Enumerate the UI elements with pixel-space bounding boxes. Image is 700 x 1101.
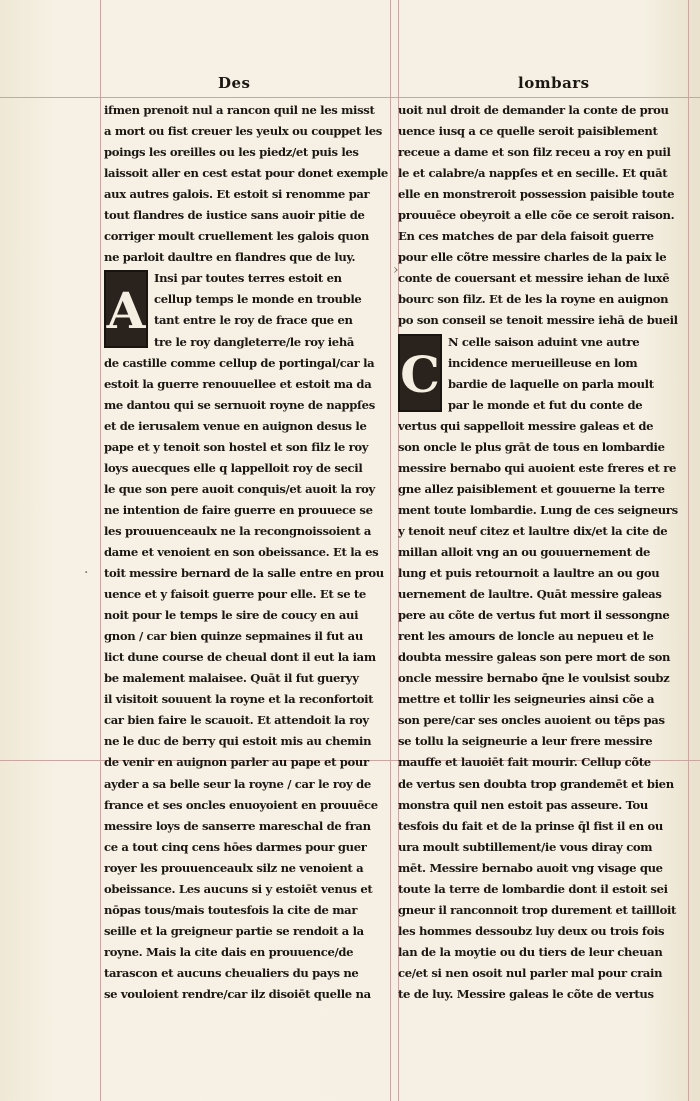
text-line: po son conseil se tenoit messire iehā de bueil <box>398 313 678 328</box>
text-line: obeissance. Les aucuns si y estoiēt venus et <box>104 881 373 896</box>
text-line: bardie de laquelle on parla moult <box>448 376 654 391</box>
text-line: pour elle cõtre messire charles de la paix le <box>398 250 667 265</box>
decorated-initial: C <box>398 334 442 412</box>
text-line: y tenoit neuf citez et laultre dix/et la cite de <box>398 523 668 538</box>
text-line: ne intention de faire guerre en prouuece se <box>104 502 373 517</box>
text-line: estoit la guerre renouuellee et estoit ma da <box>104 376 372 391</box>
text-line: uence et y faisoit guerre pour elle. Et se te <box>104 587 366 602</box>
text-line: millan alloit vng an ou gouuernement de <box>398 544 651 559</box>
text-line: incidence merueilleuse en lom <box>448 355 638 370</box>
text-line: prouuēce obeyroit a elle cõe ce seroit raison. <box>398 208 675 223</box>
text-line: te de luy. Messire galeas le cõte de vertus <box>398 986 654 1001</box>
text-line: messire bernabo qui auoient este freres et re <box>398 460 676 475</box>
text-column-right <box>398 100 686 1005</box>
text-line: rent les amours de loncle au nepueu et le <box>398 629 654 644</box>
text-line: de vertus sen doubta trop grandemēt et bien <box>398 776 674 791</box>
text-line: uence iusq a ce quelle seroit paisiblement <box>398 124 658 139</box>
text-line: Insi par toutes terres estoit en <box>154 271 342 286</box>
text-line: messire loys de sanserre mareschal de fran <box>104 818 371 833</box>
margin-mark: › <box>393 262 399 278</box>
text-line: elle en monstreroit possession paisible toute <box>398 187 675 202</box>
text-line: uoit nul droit de demander la conte de prou <box>398 103 669 117</box>
running-head-right: lombars <box>518 74 590 92</box>
text-line: les hommes dessoubz luy deux ou trois fois <box>398 923 665 938</box>
text-line: gneur il ranconnoit trop durement et taillloit <box>398 902 677 917</box>
text-line: poings les oreilles ou les piedz/et puis les <box>104 145 359 160</box>
text-line: le et calabre/a nappſes et en secille. Et quāt <box>398 166 668 181</box>
text-line: vertus qui sappelloit messire galeas et de <box>398 418 654 433</box>
margin-mark: · <box>84 565 89 581</box>
text-line: tre le roy dangleterre/le roy iehā <box>154 334 355 349</box>
text-line: gne allez paisiblement et gouuerne la terre <box>398 481 665 496</box>
text-line: a mort ou fist creuer les yeulx ou couppet les <box>104 124 382 139</box>
text-line: ce a tout cinq cens hōes darmes pour guer <box>104 839 367 854</box>
text-line: seille et la greigneur partie se rendoit a la <box>104 923 364 938</box>
text-line: tout flandres de iustice sans auoir pitie de <box>104 208 365 223</box>
margin-rule-top <box>0 97 700 98</box>
text-line: de castille comme cellup de portingal/car la <box>104 355 375 370</box>
text-line: be malement malaisee. Quāt il fut gueryy <box>104 671 359 686</box>
text-line: ne parloit daultre en flandres que de luy. <box>104 250 356 265</box>
text-line: laissoit aller en cest estat pour donet exemple <box>104 166 388 181</box>
text-line: se tollu la seigneurie a leur frere messire <box>398 734 653 749</box>
text-line: mettre et tollir les seigneuries ainsi cõe a <box>398 692 655 707</box>
text-line: car bien faire le scauoit. Et attendoit la roy <box>104 713 369 728</box>
text-line: royer les prouuenceaulx silz ne venoient a <box>104 860 364 875</box>
text-line: uernement de laultre. Quāt messire galeas <box>398 587 662 602</box>
text-line: bourc son filz. Et de les la royne en auignon <box>398 292 669 307</box>
text-line: lung et puis retournoit a laultre an ou gou <box>398 566 660 581</box>
text-line: aux autres galois. Et estoit si renomme par <box>104 187 370 202</box>
text-line: toit messire bernard de la salle entre en prou <box>104 566 384 581</box>
text-line: doubta messire galeas son pere mort de son <box>398 650 671 665</box>
text-line: dame et venoient en son obeissance. Et la es <box>104 544 379 559</box>
text-line: ce/et si nen osoit nul parler mal pour crain <box>398 965 663 980</box>
text-line: ura moult subtillement/ie vous diray com <box>398 839 653 854</box>
text-line: pape et y tenoit son hostel et son filz le roy <box>104 439 369 454</box>
text-line: lict dune course de cheual dont il eut la iam <box>104 650 376 665</box>
text-line: les prouuenceaulx ne la recongnoissoient a <box>104 523 372 538</box>
text-line: il visitoit souuent la royne et la reconfortoit <box>104 692 374 707</box>
text-line: par le monde et fut du conte de <box>448 397 643 412</box>
text-line: tant entre le roy de frace que en <box>154 313 353 328</box>
text-line: toute la terre de lombardie dont il estoit sei <box>398 881 668 896</box>
text-line: france et ses oncles enuoyoient en prouuēce <box>104 797 378 812</box>
text-line: mēt. Messire bernabo auoit vng visage que <box>398 860 663 875</box>
text-line: royne. Mais la cite dais en prouuence/de <box>104 944 354 959</box>
text-line: le que son pere auoit conquis/et auoit la roy <box>104 481 375 496</box>
text-line: son oncle le plus grāt de tous en lombardie <box>398 439 665 454</box>
text-line: ifmen prenoit nul a rancon quil ne les misst <box>104 103 375 117</box>
text-line: ayder a sa belle seur la royne / car le roy de <box>104 776 371 791</box>
text-line: corriger moult cruellement les galois quon <box>104 229 369 244</box>
text-line: monstra quil nen estoit pas asseure. Tou <box>398 797 648 812</box>
text-line: nōpas tous/mais toutesfois la cite de mar <box>104 902 358 917</box>
text-line: En ces matches de par dela faisoit guerre <box>398 229 654 244</box>
text-column-left <box>104 100 392 1005</box>
text-line: lan de la moytie ou du tiers de leur cheuan <box>398 944 663 959</box>
text-line: son pere/car ses oncles auoient ou tēps pas <box>398 713 665 728</box>
text-line: et de ierusalem venue en auignon desus le <box>104 418 367 433</box>
text-line: oncle messire bernabo q̄ne le voulsist soubz <box>398 671 670 686</box>
text-line: mauffe et lauoiēt fait mourir. Cellup cõte <box>398 755 651 770</box>
decorated-initial: A <box>104 270 148 348</box>
text-line: loys auecques elle q lappelloit roy de secil <box>104 460 363 475</box>
text-line: pere au cõte de vertus fut mort il sessongne <box>398 608 670 623</box>
text-line: noit pour le temps le sire de coucy en aui <box>104 608 359 623</box>
text-line: se vouloient rendre/car ilz disoiēt quelle na <box>104 986 371 1001</box>
text-line: N celle saison aduint vne autre <box>448 334 640 349</box>
margin-rule-left-outer <box>100 0 101 1101</box>
text-line: ne le duc de berry qui estoit mis au chemin <box>104 734 372 749</box>
text-line: receue a dame et son filz receu a roy en puil <box>398 145 671 160</box>
text-line: tarascon et aucuns cheualiers du pays ne <box>104 965 359 980</box>
text-line: de venir en auignon parler au pape et pour <box>104 755 369 770</box>
margin-rule-right-outer <box>688 0 689 1101</box>
text-line: me dantou qui se sernuoit royne de nappſes <box>104 397 375 412</box>
running-head-left: Des <box>218 74 251 92</box>
text-line: conte de couersant et messire iehan de luxē <box>398 271 670 286</box>
text-line: gnon / car bien quinze sepmaines il fut au <box>104 629 363 644</box>
text-line: cellup temps le monde en trouble <box>154 292 362 307</box>
text-line: tesfois du fait et de la prinse q̄l fist il en ou <box>398 818 663 833</box>
text-line: ment toute lombardie. Lung de ces seigneurs <box>398 502 678 517</box>
